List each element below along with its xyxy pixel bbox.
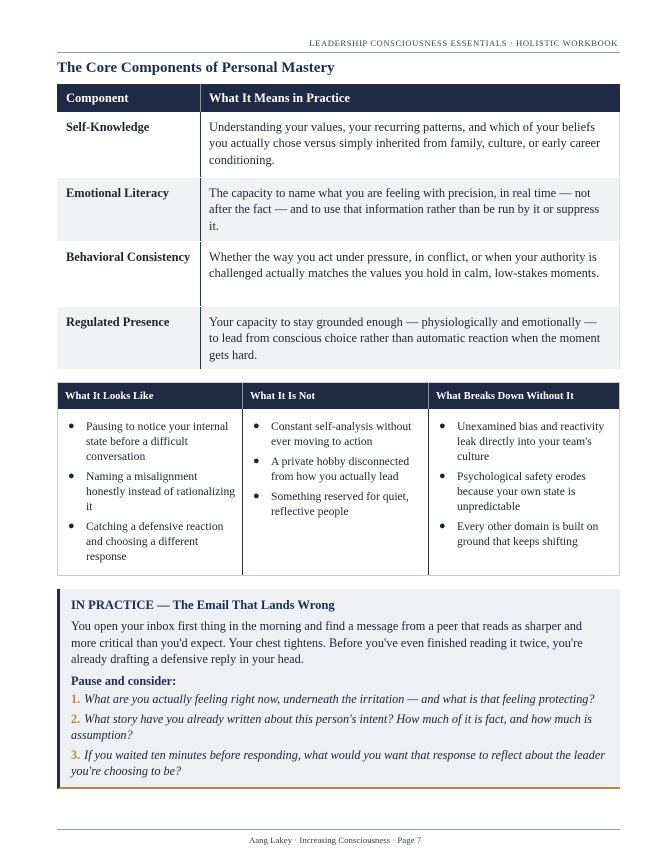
list-item: ● Pausing to notice your internal state before a difficult conversation [68,420,229,463]
page-footer: Aang Lakey · Increasing Consciousness · Page 7 [248,835,422,845]
in-practice-box [57,589,620,789]
component-meaning: Your capacity to stay grounded enough — physiologically and emotionally — to lead from conscious choice rather than automatic reaction when the moment gets hard. [201,307,620,369]
table-row [57,177,620,241]
reflection-prompt: 1. What are you actually feeling right now, underneath the irritation — and what is that feeling protecting? [71,691,595,706]
breaks-down-column [429,409,619,575]
list-item: ● Unexamined bias and reactivity leak directly into your team's culture [439,420,605,463]
footer-rule [57,829,620,830]
components-table-header [57,84,620,112]
component-meaning: Whether the way you act under pressure, in conflict, or when your authority is challenged actually matches the values you hold in calm, low-stakes moments. [201,242,620,306]
bullet-icon: ● [439,420,446,432]
looks-like-column [58,409,243,575]
bullet-icon: ● [253,455,260,467]
table-row [57,306,620,369]
component-meaning: The capacity to name what you are feeling with precision, in real time — not after the fact — and to use that information rather than be run by it or suppress it. [201,178,620,241]
breakdown-table-header [58,383,619,409]
running-head: LEADERSHIP CONSCIOUSNESS ESSENTIALS · HOLISTIC WORKBOOK [309,38,618,48]
header-component: Component [57,84,201,112]
page-title: The Core Components of Personal Mastery [57,60,335,76]
list-item: ● Every other domain is built on ground that keeps shifting [439,520,599,548]
list-item: ● Constant self-analysis without ever moving to action [253,420,412,448]
list-item: ● A private hobby disconnected from how you actually lead [253,455,410,483]
bullet-icon: ● [439,520,446,532]
component-name: Behavioral Consistency [57,242,201,306]
in-practice-scenario: You open your inbox first thing in the morning and find a message from a peer that reads as sharper and more critical than you'd expect. Your chest tightens. Before you've even finished reading it twice, you're already drafting a defensive reply in your head. [71,619,583,666]
pause-label: Pause and consider: [71,673,177,688]
components-table [57,84,620,369]
component-meaning: Understanding your values, your recurring patterns, and which of your beliefs you actually chose versus simply inherited from family, culture, or early career conditioning. [201,112,620,177]
mastery-breakdown-table [57,382,620,576]
bullet-icon: ● [253,420,260,432]
list-item: ● Catching a defensive reaction and choosing a different response [68,520,224,563]
bullet-icon: ● [439,470,446,482]
table-row [57,241,620,306]
reflection-prompt: 2. What story have you already written about this person's intent? How much of it is fact, and how much is assumption? [71,711,593,742]
list-item: ● Naming a misalignment honestly instead of rationalizing it [68,470,236,513]
is-not-column [243,409,429,575]
reflection-prompt: 3. If you waited ten minutes before responding, what would you want that response to reflect about the leader you're choosing to be? [71,747,605,778]
in-practice-title: IN PRACTICE — The Email That Lands Wrong [71,598,335,612]
breakdown-table-body [58,409,619,575]
header-looks-like: What It Looks Like [58,383,243,409]
header-meaning: What It Means in Practice [209,90,350,105]
table-row [57,112,620,177]
component-name: Emotional Literacy [57,178,201,241]
bullet-icon: ● [68,470,75,482]
header-rule [57,52,620,53]
bullet-icon: ● [68,420,75,432]
bullet-icon: ● [68,520,75,532]
component-name: Regulated Presence [57,307,201,369]
list-item: ● Psychological safety erodes because your own state is unpredictable [439,470,586,513]
bullet-icon: ● [253,490,260,502]
header-is-not: What It Is Not [243,383,429,409]
header-breaks-down: What Breaks Down Without It [436,390,574,402]
list-item: ● Something reserved for quiet, reflective people [253,490,409,518]
component-name: Self-Knowledge [57,112,201,177]
